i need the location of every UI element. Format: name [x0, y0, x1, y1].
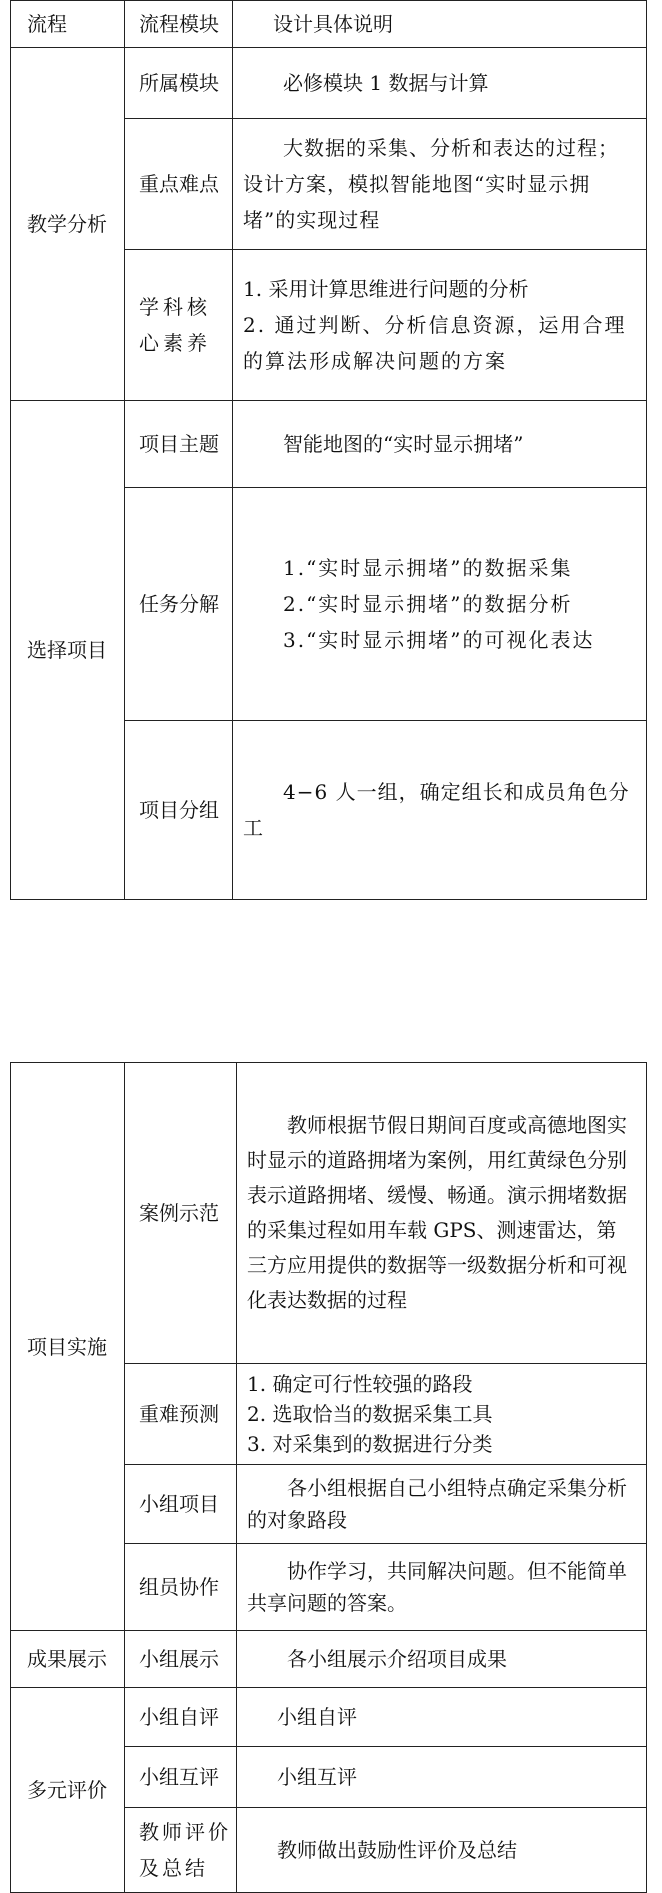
module-cell: 项目主题	[125, 401, 233, 488]
design-table-part-2	[10, 1062, 647, 1893]
module-cell	[125, 1808, 237, 1893]
module-cell: 小组自评	[125, 1688, 237, 1747]
module-cell: 组员协作	[125, 1544, 237, 1631]
description-cell: 协作学习，共同解决问题。但不能简单共享问题的答案。	[237, 1544, 647, 1631]
module-cell: 所属模块	[125, 48, 233, 119]
description-cell: 小组自评	[237, 1688, 647, 1747]
list-item: 2.“实时显示拥堵”的数据分析	[283, 592, 573, 616]
module-cell: 小组展示	[125, 1631, 237, 1688]
description-cell: 教师根据节假日期间百度或高德地图实时显示的道路拥堵为案例，用红黄绿色分别表示道路拥堵、缓慢、畅通。演示拥堵数据的采集过程如用车载 GPS、测速雷达，第三方应用提供的数据等一级数据分析和可视化表达数据的过程	[237, 1063, 647, 1364]
process-implementation: 项目实施	[11, 1063, 125, 1631]
description-cell: 必修模块 1 数据与计算	[233, 48, 647, 119]
module-cell-text: 学科核心素养	[139, 295, 211, 355]
table-row	[11, 1688, 647, 1747]
description-cell: 智能地图的“实时显示拥堵”	[233, 401, 647, 488]
table-header-row	[11, 1, 647, 48]
process-teaching-analysis: 教学分析	[11, 48, 125, 401]
list-item: 1. 采用计算思维进行问题的分析	[243, 277, 529, 301]
module-cell-text: 教师评价及总结	[139, 1820, 231, 1880]
description-cell: 小组互评	[237, 1747, 647, 1808]
design-table-part-1	[10, 0, 647, 900]
process-select-project: 选择项目	[11, 401, 125, 900]
list-item: 2. 选取恰当的数据采集工具	[247, 1402, 493, 1426]
description-cell: 教师做出鼓励性评价及总结	[237, 1808, 647, 1893]
description-cell: 各小组根据自己小组特点确定采集分析的对象路段	[237, 1465, 647, 1544]
list-item: 2. 通过判断、分析信息资源，运用合理的算法形成解决问题的方案	[243, 313, 627, 373]
process-showcase: 成果展示	[11, 1631, 125, 1688]
module-cell: 重点难点	[125, 119, 233, 250]
list-item: 3.“实时显示拥堵”的可视化表达	[283, 628, 595, 652]
module-cell: 案例示范	[125, 1063, 237, 1364]
list-item: 3. 对采集到的数据进行分类	[247, 1432, 493, 1456]
description-cell: 各小组展示介绍项目成果	[237, 1631, 647, 1688]
module-cell: 任务分解	[125, 488, 233, 721]
table-row	[11, 1063, 647, 1364]
description-cell: 4−6 人一组，确定组长和成员角色分工	[233, 721, 647, 900]
process-evaluation: 多元评价	[11, 1688, 125, 1893]
description-cell	[237, 1364, 647, 1465]
description-cell	[233, 250, 647, 401]
header-description: 设计具体说明	[233, 1, 647, 48]
module-cell: 小组项目	[125, 1465, 237, 1544]
table-row	[11, 48, 647, 119]
table-row	[11, 1631, 647, 1688]
header-process: 流程	[11, 1, 125, 48]
description-cell	[233, 488, 647, 721]
module-cell: 重难预测	[125, 1364, 237, 1465]
header-module: 流程模块	[125, 1, 233, 48]
description-cell: 大数据的采集、分析和表达的过程；设计方案，模拟智能地图“实时显示拥堵”的实现过程	[233, 119, 647, 250]
table-row	[11, 401, 647, 488]
module-cell: 小组互评	[125, 1747, 237, 1808]
module-cell: 项目分组	[125, 721, 233, 900]
list-item: 1.“实时显示拥堵”的数据采集	[283, 556, 573, 580]
list-item: 1. 确定可行性较强的路段	[247, 1372, 473, 1396]
module-cell	[125, 250, 233, 401]
